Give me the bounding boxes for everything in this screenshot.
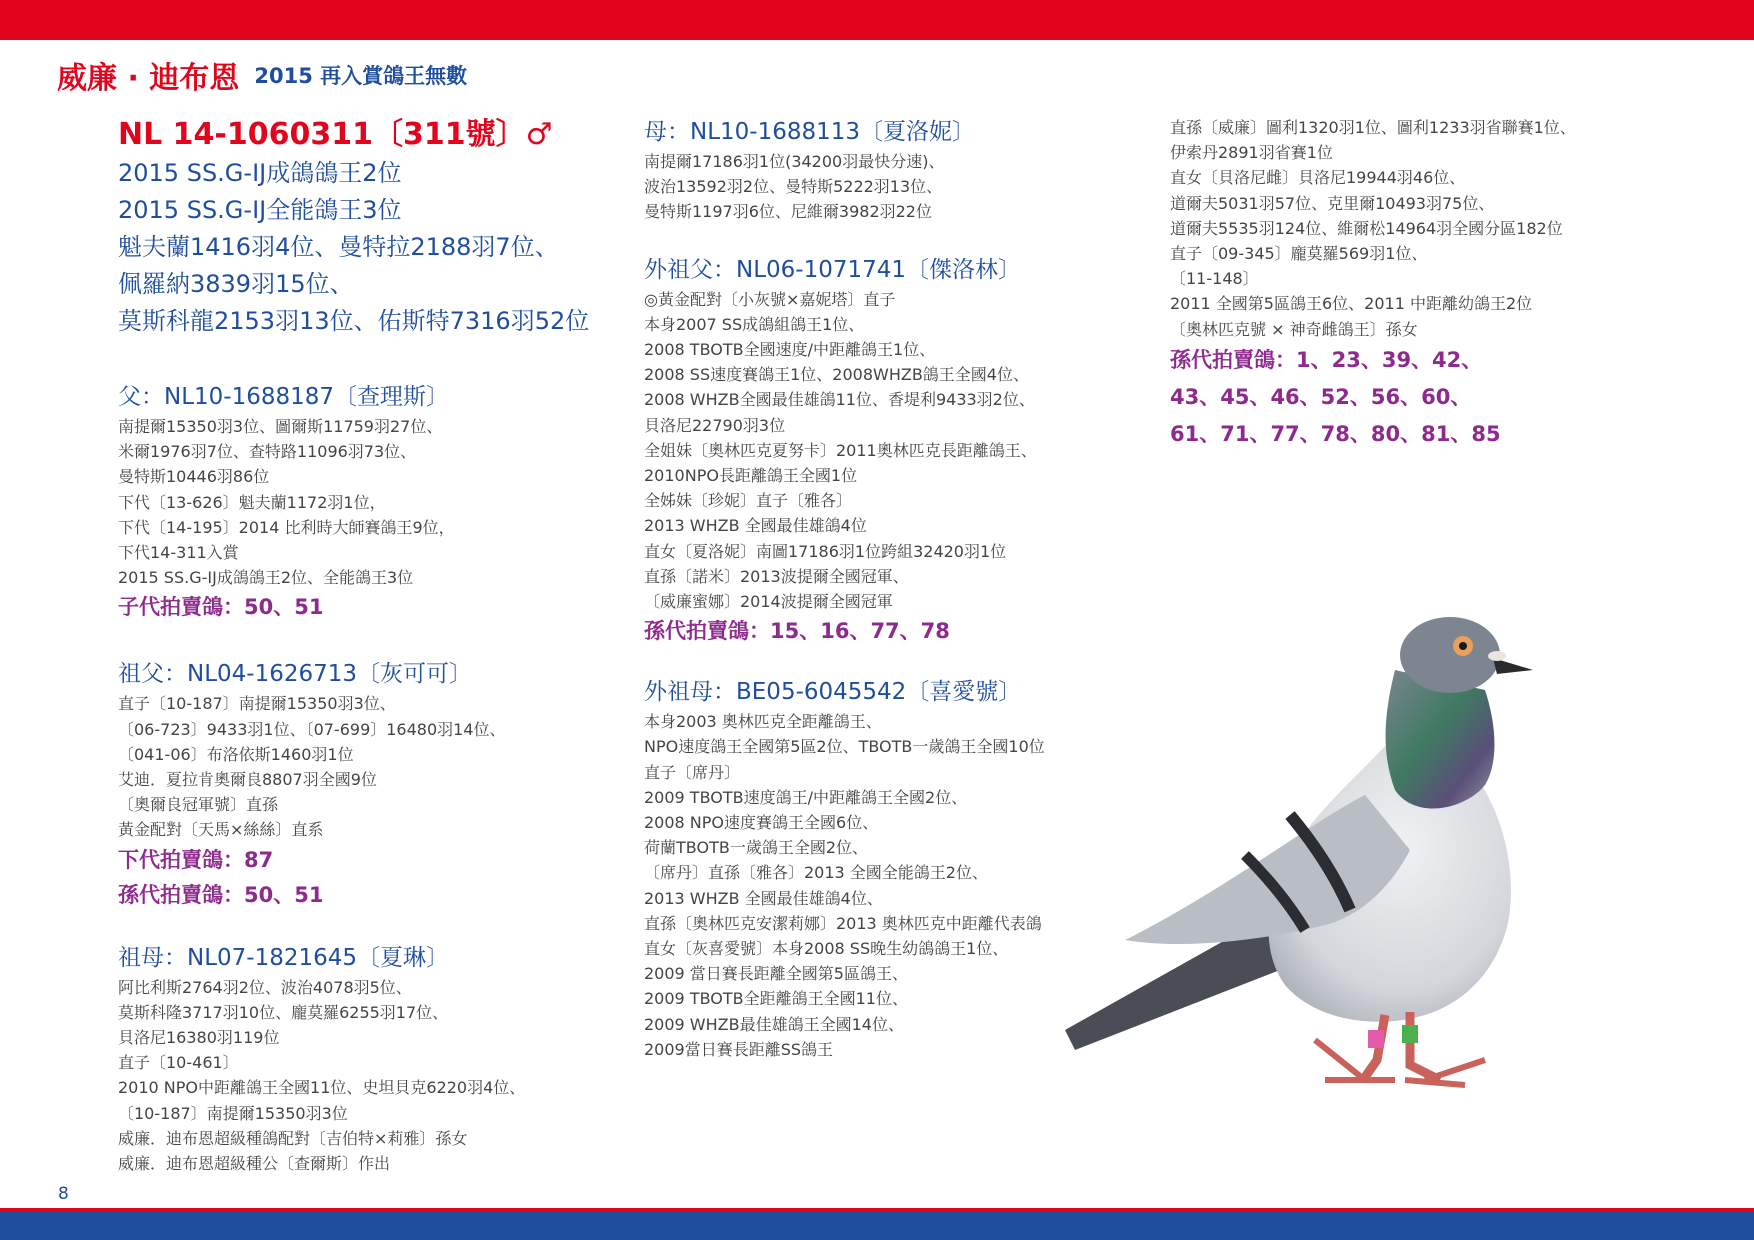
maternal-granddam-auction-line: 孫代拍賣鴿：1、23、39、42、 — [1170, 347, 1483, 372]
page-number: 8 — [58, 1184, 69, 1204]
grandsire-line: 〔041-06〕布洛依斯1460羽1位 — [118, 744, 354, 764]
granddam-title: 祖母：NL07-1821645〔夏琳〕 — [118, 944, 450, 971]
column-left — [118, 115, 618, 1176]
maternal-grandsire-line: 直女〔夏洛妮〕南圖17186羽1位跨組32420羽1位 — [644, 541, 1007, 561]
maternal-granddam-line: 2013 WHZB 全國最佳雄鴿4位、 — [644, 888, 883, 908]
maternal-granddam-line: 本身2003 奧林匹克全距離鴿王、 — [644, 712, 882, 732]
grandsire-line: 直子〔10-187〕南提爾15350羽3位、 — [118, 694, 396, 714]
sire-line: 下代14-311入賞 — [118, 543, 239, 563]
maternal-granddam-auction-line: 61、71、77、78、80、81、85 — [1170, 421, 1501, 446]
maternal-grandsire-line: 直孫〔諾米〕2013波提爾全國冠軍、 — [644, 566, 909, 586]
result-line: 佩羅納3839羽15位、 — [118, 270, 354, 298]
maternal-granddam-line: 直孫〔奧林匹克安潔莉娜〕2013 奧林匹克中距離代表鴿 — [644, 913, 1042, 933]
maternal-grandsire-line: 貝洛尼22790羽3位 — [644, 415, 786, 435]
maternal-grandsire-line: 2008 SS速度賽鴿王1位、2008WHZB鴿王全國4位、 — [644, 365, 1029, 385]
pigeon-image — [1065, 610, 1645, 1180]
maternal-grandsire-line: 2013 WHZB 全國最佳雄鴿4位 — [644, 516, 867, 536]
sire-auction: 子代拍賣鴿：50、51 — [118, 595, 324, 620]
maternal-granddam-auction-line: 43、45、46、52、56、60、 — [1170, 384, 1472, 409]
page-header — [57, 53, 467, 97]
maternal-granddam-continued-line: 〔奧林匹克號 × 神奇雌鴿王〕孫女 — [1170, 319, 1418, 339]
sire-line: 下代〔13-626〕魁夫蘭1172羽1位， — [118, 492, 386, 512]
maternal-granddam-line: NPO速度鴿王全國第5區2位、TBOTB一歲鴿王全國10位 — [644, 737, 1045, 757]
grandsire-line: 〔奧爾良冠軍號〕直孫 — [118, 795, 279, 815]
maternal-grandsire-line: 2008 TBOTB全國速度/中距離鴿王1位、 — [644, 340, 936, 360]
grandsire-line: 黃金配對〔天馬×絲絲〕直系 — [118, 820, 324, 840]
granddam-line: 莫斯科隆3717羽10位、龐莫羅6255羽17位、 — [118, 1002, 449, 1022]
maternal-grandsire-line: 〔威廉蜜娜〕2014波提爾全國冠軍 — [644, 592, 893, 612]
maternal-granddam-line: 直子〔席丹〕 — [644, 762, 741, 782]
header-tagline: 2015 再入賞鴿王無數 — [254, 64, 468, 88]
grandsire-auction-offspring: 下代拍賣鴿：87 — [118, 847, 274, 872]
maternal-granddam-continued-line: 〔11-148〕 — [1170, 269, 1259, 289]
maternal-granddam-line: 〔席丹〕直孫〔雅各〕2013 全國全能鴿王2位、 — [644, 863, 988, 883]
maternal-granddam-line: 2009 TBOTB全距離鴿王全國11位、 — [644, 989, 908, 1009]
maternal-grandsire-title: 外祖父：NL06-1071741〔傑洛林〕 — [644, 256, 1022, 283]
result-line: 莫斯科龍2153羽13位、佑斯特7316羽52位 — [118, 307, 590, 335]
granddam-line: 威廉．迪布恩超級種鴿配對〔吉伯特×莉雅〕孫女 — [118, 1128, 468, 1148]
ring-number: NL 14-1060311〔311號〕♂ — [118, 117, 553, 152]
sire-line: 南提爾15350羽3位、圖爾斯11759羽27位、 — [118, 417, 443, 436]
maternal-grandsire-auction: 孫代拍賣鴿：15、16、77、78 — [644, 619, 950, 644]
maternal-granddam-line: 荷蘭TBOTB一歲鴿王全國2位、 — [644, 838, 868, 858]
result-line: 2015 SS.G-IJ全能鴿王3位 — [118, 196, 402, 224]
maternal-granddam-continued-line: 2011 全國第5區鴿王6位、2011 中距離幼鴿王2位 — [1170, 294, 1533, 314]
maternal-granddam-continued-line: 直子〔09-345〕龐莫羅569羽1位、 — [1170, 244, 1428, 264]
granddam-line: 直子〔10-461〕 — [118, 1053, 239, 1073]
grandsire-line: 艾迪．夏拉肯奧爾良8807羽全國9位 — [118, 770, 377, 790]
maternal-granddam-continued-line: 道爾夫5535羽124位、維爾松14964羽全國分區182位 — [1170, 218, 1563, 238]
maternal-granddam-line: 2008 NPO速度賽鴿王全國6位、 — [644, 813, 879, 833]
granddam-line: 2010 NPO中距離鴿王全國11位、史坦貝克6220羽4位、 — [118, 1078, 526, 1098]
maternal-granddam-continued-line: 直孫〔威廉〕圖利1320羽1位、圖利1233羽省聯賽1位、 — [1170, 118, 1576, 137]
sire-line: 曼特斯10446羽86位 — [118, 467, 270, 487]
maternal-granddam-line: 直女〔灰喜愛號〕本身2008 SS晚生幼鴿鴿王1位、 — [644, 939, 1009, 959]
maternal-grandsire-line: 2010NPO長距離鴿王全國1位 — [644, 466, 858, 486]
dam-line: 南提爾17186羽1位(34200羽最快分速)、 — [644, 152, 945, 171]
maternal-grandsire-line: 全姊妹〔珍妮〕直子〔雅各〕 — [644, 491, 853, 511]
maternal-grandsire-line: 全姐妹〔奧林匹克夏努卡〕2011奧林匹克長距離鴿王、 — [644, 440, 1037, 460]
maternal-granddam-line: 2009 TBOTB速度鴿王/中距離鴿王全國2位、 — [644, 787, 968, 807]
grandsire-title: 祖父：NL04-1626713〔灰可可〕 — [118, 661, 473, 688]
result-line: 2015 SS.G-IJ成鴿鴿王2位 — [118, 159, 402, 187]
dam-title: 母：NL10-1688113〔夏洛妮〕 — [644, 119, 976, 145]
column-middle — [644, 115, 1114, 1062]
maternal-granddam-line: 2009 WHZB最佳雄鴿王全國14位、 — [644, 1014, 904, 1034]
column-right — [1170, 115, 1630, 453]
sire-title: 父：NL10-1688187〔查理斯〕 — [118, 384, 450, 410]
sire-line: 2015 SS.G-IJ成鴿鴿王2位、全能鴿王3位 — [118, 568, 414, 588]
brand-title: 威廉 · 迪布恩 — [57, 61, 240, 96]
sire-line: 米爾1976羽7位、查特路11096羽73位、 — [118, 442, 417, 462]
maternal-granddam-line: 2009 當日賽長距離全國第5區鴿王、 — [644, 964, 908, 984]
maternal-granddam-title: 外祖母：BE05-6045542〔喜愛號〕 — [644, 679, 1022, 706]
grandsire-line: 〔06-723〕9433羽1位、〔07-699〕16480羽14位、 — [118, 719, 506, 739]
granddam-line: 貝洛尼16380羽119位 — [118, 1028, 280, 1048]
maternal-granddam-line: 2009當日賽長距離SS鴿王 — [644, 1039, 834, 1059]
maternal-grandsire-line: 2008 WHZB全國最佳雄鴿11位、香堤利9433羽2位、 — [644, 390, 1035, 410]
dam-line: 曼特斯1197羽6位、尼維爾3982羽22位 — [644, 202, 932, 222]
sire-line: 下代〔14-195〕2014 比利時大師賽鴿王9位， — [118, 517, 455, 537]
granddam-line: 阿比利斯2764羽2位、波治4078羽5位、 — [118, 977, 412, 997]
maternal-granddam-continued-line: 道爾夫5031羽57位、克里爾10493羽75位、 — [1170, 193, 1495, 213]
top-red-bar — [0, 0, 1754, 40]
granddam-line: 〔10-187〕南提爾15350羽3位 — [118, 1103, 348, 1123]
maternal-granddam-continued-line: 直女〔貝洛尼雌〕貝洛尼19944羽46位、 — [1170, 168, 1466, 188]
bottom-blue-bar — [0, 1212, 1754, 1240]
result-line: 魁夫蘭1416羽4位、曼特拉2188羽7位、 — [118, 233, 559, 261]
dam-line: 波治13592羽2位、曼特斯5222羽13位、 — [644, 177, 943, 197]
maternal-grandsire-line: 本身2007 SS成鴿組鴿王1位、 — [644, 314, 865, 334]
grandsire-auction-grandoffspring: 孫代拍賣鴿：50、51 — [118, 882, 324, 907]
maternal-granddam-continued-line: 伊索丹2891羽省賽1位 — [1170, 143, 1333, 163]
granddam-line: 威廉．迪布恩超級種公〔查爾斯〕作出 — [118, 1154, 391, 1174]
maternal-grandsire-line: ◎黃金配對〔小灰號×嘉妮塔〕直子 — [644, 289, 896, 309]
